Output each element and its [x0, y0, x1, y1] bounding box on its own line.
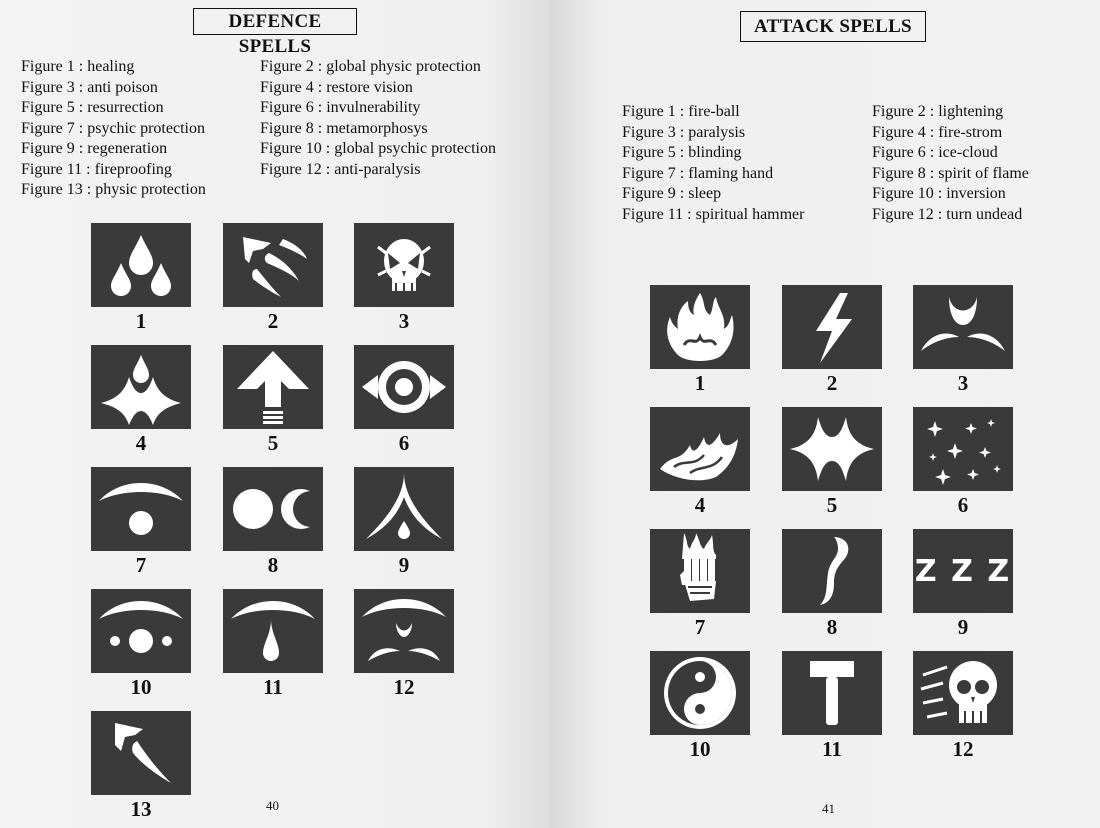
figure-number: 5 — [826, 493, 838, 517]
legend-entry: Figure 9 : regeneration — [21, 140, 168, 157]
legend-entry: Figure 10 : global psychic protection — [260, 140, 496, 157]
figure-number: 6 — [957, 493, 969, 517]
attack-figure-7 — [650, 529, 750, 641]
figure-number: 4 — [694, 493, 706, 517]
attack-figure-4 — [650, 407, 750, 519]
attack-figure-6 — [913, 407, 1013, 519]
defence-figure-7 — [91, 467, 191, 579]
figure-number: 6 — [398, 431, 410, 455]
figure-number: 9 — [957, 615, 969, 639]
figure-number: 2 — [826, 371, 838, 395]
attack-figure-11 — [782, 651, 882, 763]
figure-number: 5 — [267, 431, 279, 455]
arc-and-crescents-icon — [354, 589, 454, 673]
defence-figure-13 — [91, 711, 191, 823]
figure-number: 8 — [826, 615, 838, 639]
legend-entry: Figure 8 : metamorphosys — [260, 119, 428, 137]
figure-number: 4 — [135, 431, 147, 455]
legend-entry: Figure 8 : spirit of flame — [872, 164, 1029, 182]
crescents-icon — [913, 285, 1013, 369]
defence-figure-10 — [91, 589, 191, 701]
page-number: 41 — [822, 801, 835, 816]
skull-icon — [354, 223, 454, 307]
moon-phases-icon — [223, 467, 323, 551]
attack-figure-8 — [782, 529, 882, 641]
legend-entry: Figure 12 : turn undead — [872, 205, 1023, 223]
defence-figure-3 — [354, 223, 454, 335]
attack-legend-col1 — [622, 102, 804, 225]
skull-turn-undead-icon — [913, 651, 1013, 735]
figure-number: 9 — [398, 553, 410, 577]
defence-figure-2 — [223, 223, 323, 335]
attack-figure-5 — [782, 407, 882, 519]
defence-figure-9 — [354, 467, 454, 579]
flame-spirit-icon — [782, 529, 882, 613]
four-point-star-icon — [782, 407, 882, 491]
figure-number: 7 — [694, 615, 706, 639]
sleep-zzz-icon — [913, 529, 1013, 613]
lightning-bolt-icon — [782, 285, 882, 369]
legend-entry: Figure 7 : flaming hand — [622, 164, 774, 182]
drop-over-star-icon — [91, 345, 191, 429]
fire-storm-icon — [650, 407, 750, 491]
attack-legend-col2 — [872, 102, 1029, 225]
defence-figure-5 — [223, 345, 323, 457]
legend-entry: Figure 2 : global physic protection — [260, 58, 481, 75]
figure-number: 1 — [135, 309, 147, 333]
legend-entry: Figure 13 : physic protection — [21, 181, 206, 198]
legend-entry: Figure 3 : paralysis — [622, 123, 746, 141]
defence-legend-col1 — [21, 57, 206, 201]
legend-entry: Figure 1 : fire-ball — [622, 103, 740, 120]
page-attack-spells — [550, 0, 1100, 828]
figure-number: 10 — [689, 737, 711, 761]
legend-entry: Figure 10 : inversion — [872, 185, 1006, 202]
figure-number: 10 — [130, 675, 152, 699]
sparkles-icon — [913, 407, 1013, 491]
attack-figure-10 — [650, 651, 750, 763]
hammer-icon — [782, 651, 882, 735]
claw-and-drop-icon — [91, 711, 191, 795]
figure-number: 11 — [822, 737, 842, 761]
legend-entry: Figure 11 : fireproofing — [21, 160, 172, 178]
attack-figure-1 — [650, 285, 750, 397]
figure-number: 13 — [130, 797, 152, 821]
legend-entry: Figure 5 : resurrection — [21, 99, 164, 116]
sleep-glyphs: Z Z Z — [914, 553, 1012, 589]
fireball-icon — [650, 285, 750, 369]
legend-entry: Figure 6 : invulnerability — [260, 99, 421, 116]
figure-number: 11 — [263, 675, 283, 699]
section-title-defence: DEFENCE SPELLS — [193, 8, 357, 35]
figure-number: 8 — [267, 553, 279, 577]
flaming-hand-icon — [650, 529, 750, 613]
attack-figure-2 — [782, 285, 882, 397]
arc-and-three-dots-icon — [91, 589, 191, 673]
figure-number: 2 — [267, 309, 279, 333]
legend-entry: Figure 12 : anti-paralysis — [260, 160, 421, 178]
page-number: 40 — [266, 798, 279, 813]
figure-number: 12 — [952, 737, 974, 761]
three-drops-icon — [91, 223, 191, 307]
figure-number: 3 — [398, 309, 410, 333]
figure-number: 12 — [393, 675, 415, 699]
legend-entry: Figure 4 : restore vision — [260, 78, 413, 96]
section-title-attack: ATTACK SPELLS — [740, 11, 926, 42]
peak-and-dot-icon — [354, 467, 454, 551]
legend-entry: Figure 5 : blinding — [622, 144, 742, 161]
legend-entry: Figure 7 : psychic protection — [21, 119, 205, 137]
legend-entry: Figure 1 : healing — [21, 58, 135, 75]
ring-eye-icon — [354, 345, 454, 429]
up-arrow-icon — [223, 345, 323, 429]
attack-figure-12 — [913, 651, 1013, 763]
attack-figure-9 — [913, 529, 1013, 641]
legend-entry: Figure 4 : fire-strom — [872, 123, 1003, 141]
figure-number: 7 — [135, 553, 147, 577]
defence-figure-11 — [223, 589, 323, 701]
legend-entry: Figure 2 : lightening — [872, 103, 1004, 120]
defence-legend-col2 — [260, 57, 496, 180]
legend-entry: Figure 9 : sleep — [622, 185, 722, 202]
defence-figure-4 — [91, 345, 191, 457]
legend-entry: Figure 3 : anti poison — [21, 78, 158, 96]
attack-figure-3 — [913, 285, 1013, 397]
claw-drops-icon — [223, 223, 323, 307]
figure-number: 3 — [957, 371, 969, 395]
defence-figure-12 — [354, 589, 454, 701]
yin-yang-icon — [650, 651, 750, 735]
figure-number: 1 — [694, 371, 706, 395]
arc-and-circle-icon — [91, 467, 191, 551]
legend-entry: Figure 11 : spiritual hammer — [622, 205, 805, 223]
defence-figure-1 — [91, 223, 191, 335]
legend-entry: Figure 6 : ice-cloud — [872, 144, 998, 161]
defence-figure-6 — [354, 345, 454, 457]
defence-figure-8 — [223, 467, 323, 579]
arc-and-drop-icon — [223, 589, 323, 673]
